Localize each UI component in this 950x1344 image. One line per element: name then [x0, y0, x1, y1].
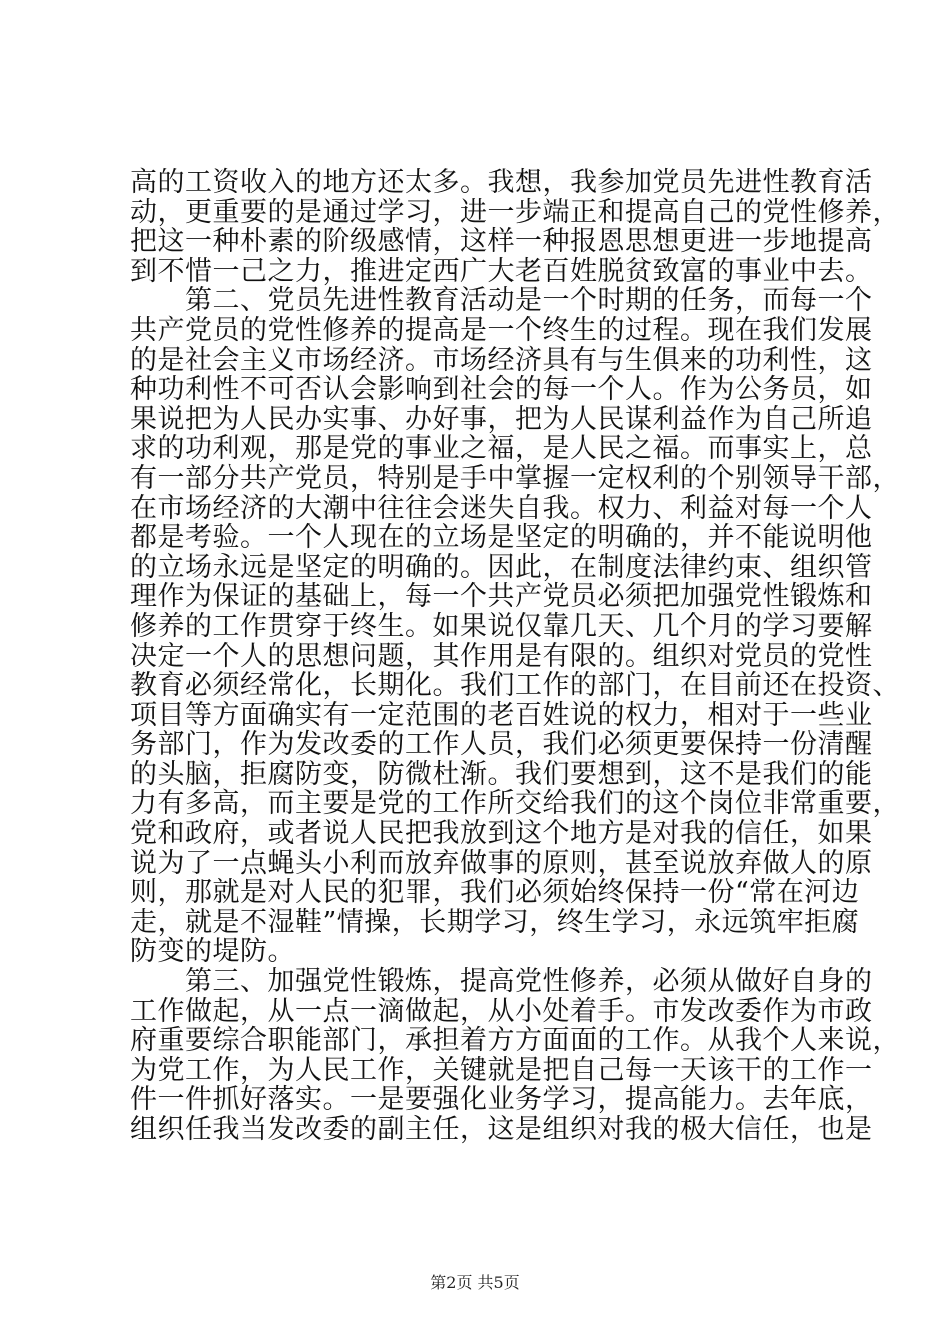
paragraph-2	[130, 285, 900, 968]
text-line: 教育必须经常化，长期化。我们工作的部门，在目前还在投资、	[130, 670, 900, 702]
text-line: 防变的堤防。	[130, 936, 295, 968]
text-line: 到不惜一己之力，推进定西广大老百姓脱贫致富的事业中去。	[130, 255, 873, 287]
text-line: 有一部分共产党员，特别是手中掌握一定权利的个别领导干部，	[130, 462, 900, 494]
text-line: 果说把为人民办实事、办好事，把为人民谋利益作为自己所追	[130, 403, 873, 435]
text-line: 则，那就是对人民的犯罪，我们必须始终保持一份“常在河边	[130, 877, 860, 909]
text-line: 高的工资收入的地方还太多。我想，我参加党员先进性教育活	[130, 167, 873, 198]
text-line: 修养的工作贯穿于终生。如果说仅靠几天、几个月的学习要解	[130, 610, 873, 642]
paragraph-1	[130, 167, 900, 287]
text-line: 理作为保证的基础上，每一个共产党员必须把加强党性锻炼和	[130, 581, 873, 613]
paragraph-3	[130, 966, 900, 1145]
text-line: 府重要综合职能部门，承担着方方面面的工作。从我个人来说，	[130, 1025, 900, 1057]
text-line: 力有多高，而主要是党的工作所交给我们的这个岗位非常重要，	[130, 788, 900, 820]
text-line: 组织任我当发改委的副主任，这是组织对我的极大信任，也是	[130, 1114, 873, 1145]
text-line: 项目等方面确实有一定范围的老百姓说的权力，相对于一些业	[130, 699, 873, 731]
text-line: 都是考验。一个人现在的立场是坚定的明确的，并不能说明他	[130, 522, 873, 554]
text-line: 说为了一点蝇头小利而放弃做事的原则，甚至说放弃做人的原	[130, 847, 873, 879]
text-line: 的头脑，拒腐防变，防微杜渐。我们要想到，这不是我们的能	[130, 758, 873, 790]
text-line: 种功利性不可否认会影响到社会的每一个人。作为公务员，如	[130, 374, 873, 406]
text-line: 把这一种朴素的阶级感情，这样一种报恩思想更进一步地提高	[130, 226, 873, 258]
text-line: 的立场永远是坚定的明确的。因此，在制度法律约束、组织管	[130, 551, 873, 583]
text-line: 决定一个人的思想问题，其作用是有限的。组织对党员的党性	[130, 640, 873, 672]
text-line: 工作做起，从一点一滴做起，从小处着手。市发改委作为市政	[130, 995, 873, 1027]
text-line: 为党工作，为人民工作，关键就是把自己每一天该干的工作一	[130, 1054, 873, 1086]
document-body	[130, 167, 900, 1145]
text-line: 在市场经济的大潮中往往会迷失自我。权力、利益对每一个人	[130, 492, 873, 524]
text-line: 党和政府，或者说人民把我放到这个地方是对我的信任，如果	[130, 818, 873, 850]
page-footer	[0, 1270, 950, 1293]
page-number: 第2页 共5页	[430, 1273, 520, 1292]
text-line: 第三、加强党性锻炼，提高党性修养，必须从做好自身的	[130, 966, 873, 998]
text-line: 的是社会主义市场经济。市场经济具有与生俱来的功利性，这	[130, 344, 873, 376]
text-line: 求的功利观，那是党的事业之福，是人民之福。而事实上，总	[130, 433, 873, 465]
text-line: 务部门，作为发改委的工作人员，我们必须更要保持一份清醒	[130, 729, 873, 761]
text-line: 件一件抓好落实。一是要强化业务学习，提高能力。去年底，	[130, 1084, 873, 1116]
text-line: 动，更重要的是通过学习，进一步端正和提高自己的党性修养，	[130, 196, 900, 228]
text-line: 走，就是不湿鞋”情操，长期学习，终生学习，永远筑牢拒腐	[130, 906, 860, 938]
text-line: 第二、党员先进性教育活动是一个时期的任务，而每一个	[130, 285, 873, 317]
text-line: 共产党员的党性修养的提高是一个终生的过程。现在我们发展	[130, 314, 873, 346]
